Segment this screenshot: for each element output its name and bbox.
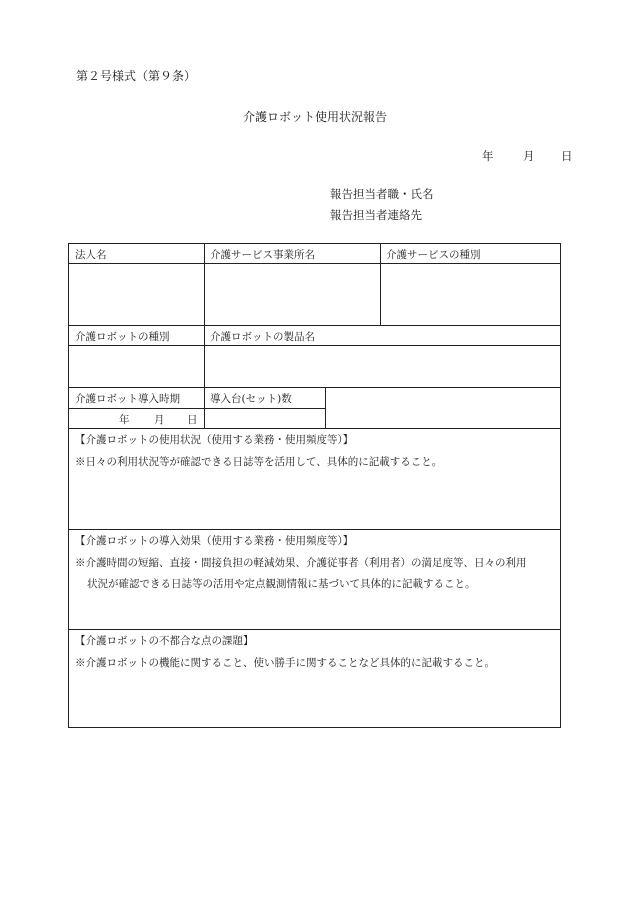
service-type-field[interactable] bbox=[381, 264, 559, 324]
robot-product-name-label: 介護ロボットの製品名 bbox=[210, 331, 315, 343]
intro-effect-note-line2: 状況が確認できる日誌等の活用や定点観測情報に基づいて具体的に記載すること。 bbox=[87, 578, 476, 590]
intro-effect-heading: 【介護ロボットの導入効果（使用する業務・使用頻度等）】 bbox=[75, 535, 354, 547]
date-year-label: 年 bbox=[482, 149, 494, 163]
usage-status-heading: 【介護ロボットの使用状況（使用する業務・使用頻度等）】 bbox=[75, 434, 354, 446]
date-month-label: 月 bbox=[523, 149, 535, 163]
robot-type-label: 介護ロボットの種別 bbox=[75, 331, 170, 343]
robot-product-name-field[interactable] bbox=[205, 346, 559, 386]
intro-date-year: 年 bbox=[119, 414, 130, 426]
intro-date-day: 日 bbox=[187, 414, 198, 426]
intro-effect-field[interactable] bbox=[70, 594, 559, 628]
units-field[interactable] bbox=[205, 409, 324, 427]
date-day-label: 日 bbox=[561, 149, 573, 163]
intro-effect-note-line1: ※介護時間の短縮、直接・間接負担の軽減効果、介護従事者（利用者）の満足度等、日々の利用 bbox=[75, 557, 527, 569]
robot-type-field[interactable] bbox=[70, 346, 203, 386]
facility-name-label: 介護サービス事業所名 bbox=[210, 249, 315, 261]
intro-period-label: 介護ロボット導入時期 bbox=[75, 393, 180, 405]
corporation-name-label: 法人名 bbox=[75, 249, 107, 261]
units-label: 導入台(セット)数 bbox=[210, 393, 292, 405]
corporation-name-field[interactable] bbox=[70, 264, 203, 324]
reporter-name-label: 報告担当者職・氏名 bbox=[330, 187, 434, 201]
units-extra-field[interactable] bbox=[326, 388, 559, 427]
page-title: 介護ロボット使用状況報告 bbox=[242, 110, 387, 124]
issues-field[interactable] bbox=[70, 674, 559, 727]
report-table bbox=[68, 243, 561, 728]
usage-status-note: ※日々の利用状況等が確認できる日誌等を活用して、具体的に記載すること。 bbox=[75, 456, 443, 468]
facility-name-field[interactable] bbox=[205, 264, 379, 324]
intro-date-month: 月 bbox=[154, 414, 165, 426]
usage-status-field[interactable] bbox=[70, 472, 559, 528]
form-number: 第２号様式（第９条） bbox=[76, 69, 197, 83]
issues-note: ※介護ロボットの機能に関すること、使い勝手に関することなど具体的に記載すること。 bbox=[75, 657, 495, 669]
service-type-label: 介護サービスの種別 bbox=[386, 249, 481, 261]
issues-heading: 【介護ロボットの不都合な点の課題】 bbox=[75, 635, 254, 647]
reporter-contact-label: 報告担当者連絡先 bbox=[330, 208, 422, 222]
